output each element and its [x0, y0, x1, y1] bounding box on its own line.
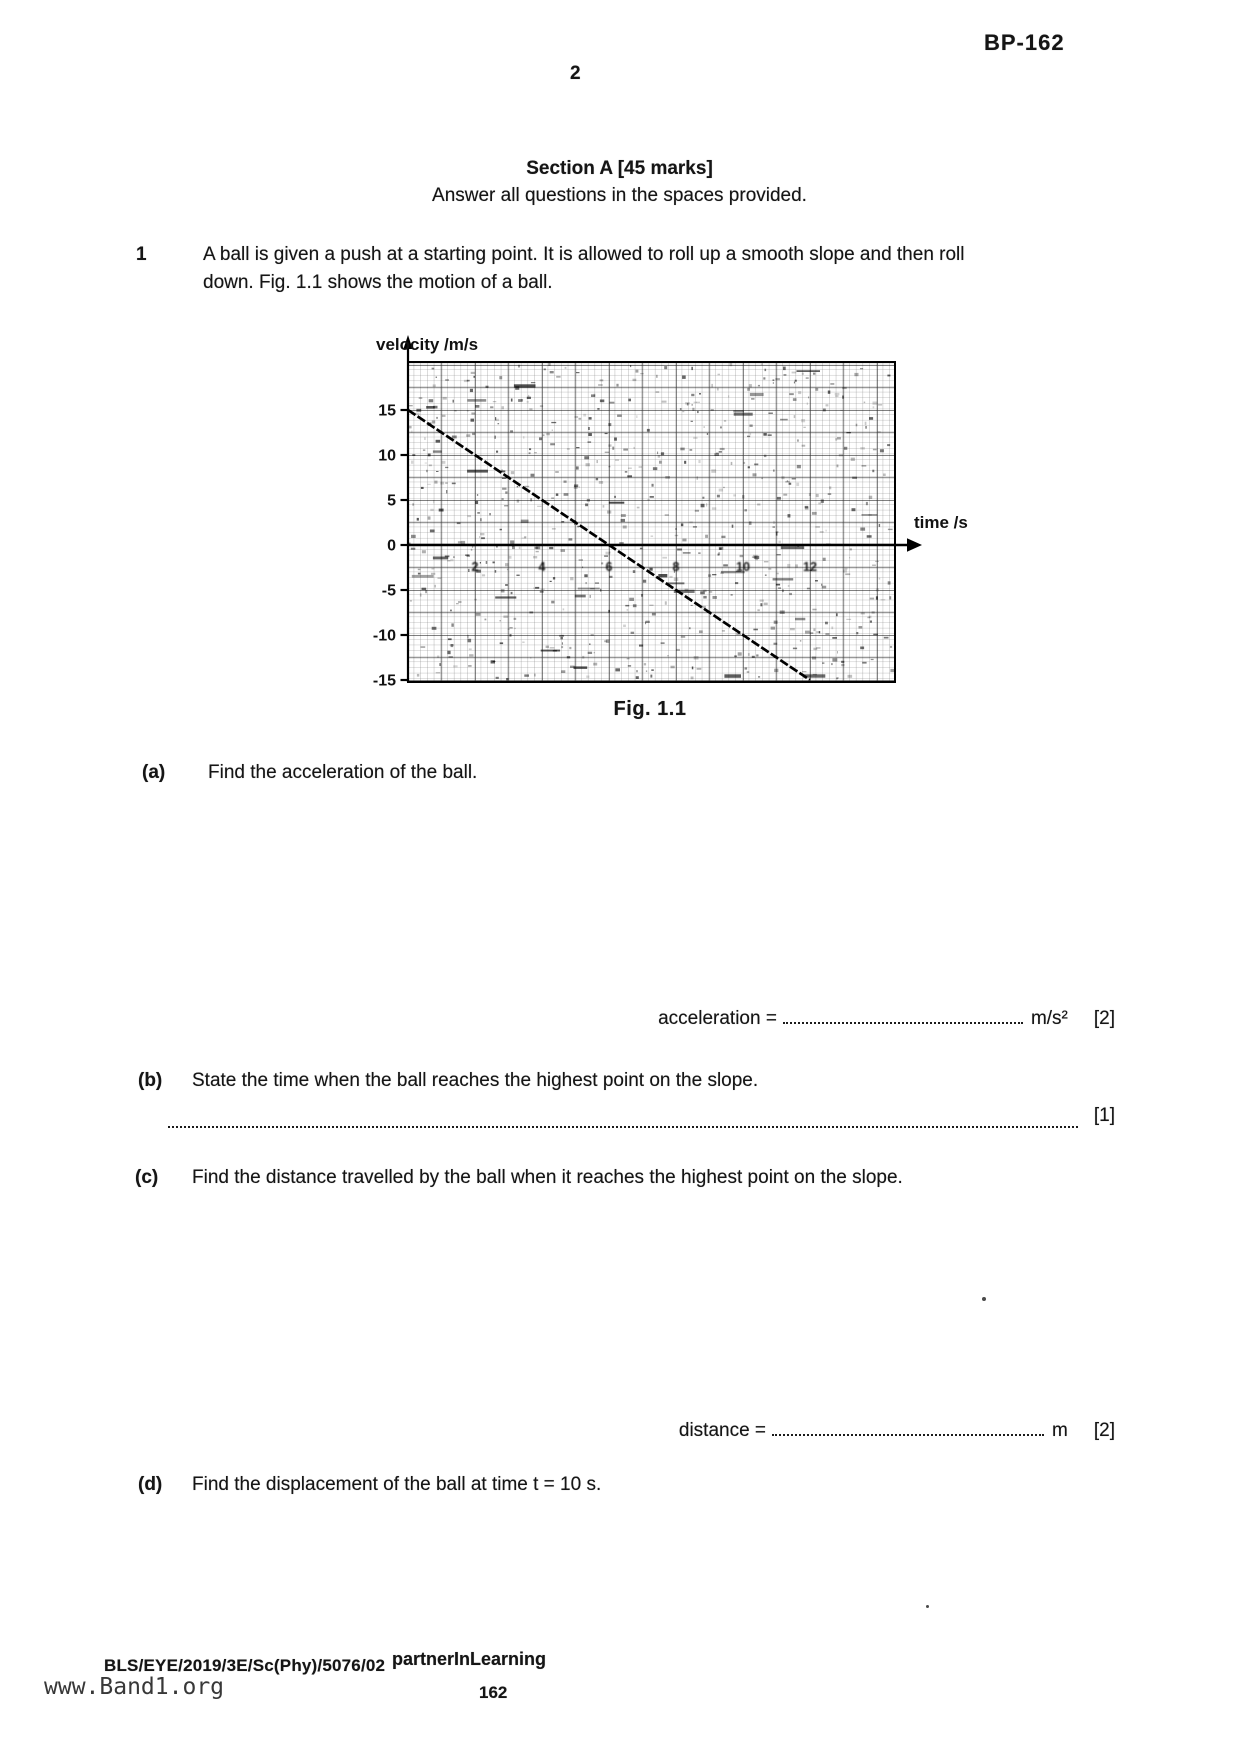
- part-b-answer-row: [168, 1104, 1115, 1128]
- part-c-answer-row: [679, 1419, 1115, 1443]
- x-axis-label: time /s: [914, 513, 968, 532]
- svg-text:15: 15: [378, 402, 396, 420]
- scan-speck: [982, 1297, 986, 1301]
- svg-text:2: 2: [471, 560, 479, 574]
- figure-1-1: [340, 330, 980, 730]
- svg-text:-10: -10: [372, 627, 396, 645]
- part-c-text: Find the distance travelled by the ball when it reaches the highest point on the slope.: [192, 1167, 903, 1188]
- svg-text:8: 8: [672, 560, 680, 574]
- part-a-answer-row: [658, 1007, 1115, 1031]
- grid-paper-major: [408, 362, 895, 682]
- part-a-unit: m/s²: [1030, 1008, 1068, 1029]
- svg-text:6: 6: [605, 560, 613, 574]
- svg-text:4: 4: [538, 560, 546, 574]
- part-a-text: Find the acceleration of the ball.: [208, 762, 478, 783]
- footer-website: www.Band1.org: [44, 1674, 225, 1700]
- question-text-line-1: A ball is given a push at a starting point. It is allowed to roll up a smooth slope and then roll: [203, 244, 965, 265]
- footer-exam-code: BLS/EYE/2019/3E/Sc(Phy)/5076/02: [104, 1656, 386, 1675]
- svg-text:0: 0: [387, 537, 396, 555]
- part-c-answer-prefix: distance =: [678, 1420, 767, 1441]
- part-d-label: (d): [138, 1474, 163, 1495]
- section-title: Section A [45 marks]: [526, 158, 713, 179]
- part-b-answer-blank: [168, 1108, 1078, 1128]
- scan-speck: [926, 1605, 929, 1608]
- svg-text:10: 10: [378, 447, 396, 465]
- part-a-marks: [2]: [1093, 1008, 1115, 1029]
- question-number: 1: [136, 244, 147, 265]
- part-a-answer-prefix: acceleration =: [658, 1008, 777, 1029]
- section-instruction: Answer all questions in the spaces provided.: [432, 185, 807, 206]
- part-d-text: Find the displacement of the ball at time t = 10 s.: [192, 1474, 602, 1495]
- part-c-unit: m: [1052, 1420, 1068, 1441]
- part-b-text: State the time when the ball reaches the highest point on the slope.: [192, 1070, 759, 1091]
- part-c-marks: [2]: [1093, 1420, 1115, 1441]
- svg-text:-15: -15: [372, 672, 396, 690]
- part-a-label: (a): [142, 762, 166, 783]
- svg-text:12: 12: [803, 560, 817, 574]
- footer-partner-text: partnerInLearning: [392, 1649, 547, 1669]
- x-axis-arrow-icon: [907, 538, 922, 551]
- figure-caption: Fig. 1.1: [613, 698, 687, 720]
- svg-text:5: 5: [387, 492, 396, 510]
- svg-text:-5: -5: [381, 582, 396, 600]
- question-text-line-2: down. Fig. 1.1 shows the motion of a ball.: [203, 272, 553, 293]
- velocity-time-graph: [340, 330, 980, 730]
- y-axis-label: velocity /m/s: [376, 335, 479, 354]
- part-a-answer-blank: [783, 1007, 1023, 1024]
- footer-page-code: 162: [479, 1683, 508, 1702]
- doc-code: BP-162: [984, 30, 1065, 55]
- part-b-label: (b): [138, 1070, 163, 1091]
- part-c-answer-blank: [772, 1419, 1044, 1436]
- svg-text:10: 10: [736, 560, 750, 574]
- part-c-label: (c): [135, 1167, 159, 1188]
- page-number: 2: [570, 63, 581, 84]
- part-b-marks: [1]: [1093, 1105, 1115, 1126]
